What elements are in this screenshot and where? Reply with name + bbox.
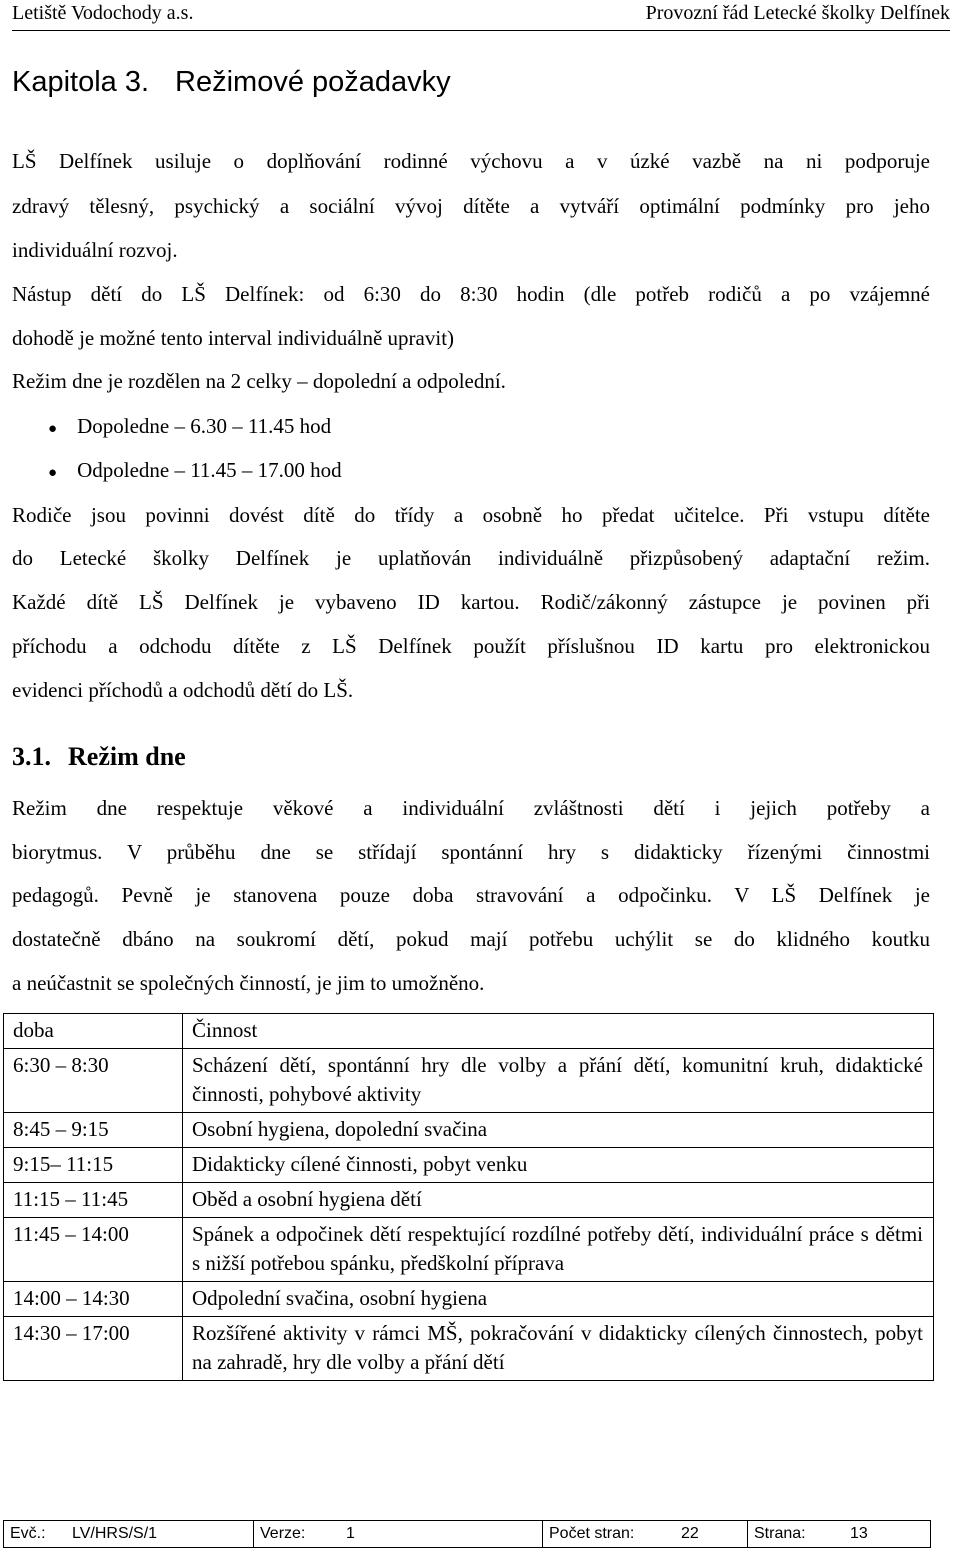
table-row <box>4 1113 934 1148</box>
chapter-heading <box>12 66 451 99</box>
section-number: 3.1. <box>12 742 51 771</box>
bullet-icon: ● <box>48 421 58 437</box>
table-row <box>4 1218 934 1282</box>
bullet-icon: ● <box>48 465 58 481</box>
row-activity: Osobní hygiena, dopolední svačina <box>183 1113 934 1148</box>
section-title: Režim dne <box>68 742 186 771</box>
footer-page-count-label: Počet stran: <box>549 1525 635 1542</box>
list-item <box>48 414 331 439</box>
intro-line: Nástup dětí do LŠ Delfínek: od 6:30 do 8:30 hodin (dle potřeb rodičů a po vzájemné <box>12 282 930 306</box>
row-time: 14:30 – 17:00 <box>4 1317 183 1381</box>
rules-line: Rodiče jsou povinni dovést dítě do třídy a osobně ho předat učitelce. Při vstupu dítěte <box>12 503 930 527</box>
footer-version-label: Verze: <box>260 1525 306 1542</box>
section-line: biorytmus. V průběhu dne se střídají spontánní hry s didakticky řízenými činnostmi <box>12 840 930 864</box>
row-time: 6:30 – 8:30 <box>4 1049 183 1113</box>
header-divider <box>12 30 950 31</box>
row-time: 11:15 – 11:45 <box>4 1183 183 1218</box>
row-activity: Spánek a odpočinek dětí respektující rozdílné potřeby dětí, individuální práce s dětmi s nižší potřebou spánku, předškolní příprava <box>183 1218 934 1282</box>
table-row <box>4 1183 934 1218</box>
footer-version-value: 1 <box>346 1525 355 1542</box>
column-header-activity: Činnost <box>183 1014 934 1049</box>
row-time: 11:45 – 14:00 <box>4 1218 183 1282</box>
table-header-row <box>4 1014 934 1049</box>
chapter-number: Kapitola 3. <box>12 66 150 98</box>
section-line: dostatečně dbáno na soukromí dětí, pokud mají potřebu uchýlit se do klidného koutku <box>12 927 930 951</box>
footer-page-count-value: 22 <box>681 1525 699 1542</box>
table-row <box>4 1282 934 1317</box>
section-line: Režim dne respektuje věkové a individuální zvláštnosti dětí i jejich potřeby a <box>12 796 930 820</box>
rules-line: do Letecké školky Delfínek je uplatňován individuálně přizpůsobený adaptační režim. <box>12 546 930 570</box>
table-row <box>4 1317 934 1381</box>
footer-page-number <box>748 1521 931 1548</box>
section-line: pedagogů. Pevně je stanovena pouze doba stravování a odpočinku. V LŠ Delfínek je <box>12 883 930 907</box>
table-row <box>4 1049 934 1113</box>
bullet-text: Odpoledne – 11.45 – 17.00 hod <box>77 458 342 482</box>
intro-line: zdravý tělesný, psychický a sociální vývoj dítěte a vytváří optimální podmínky pro jeho <box>12 194 930 218</box>
footer-page-count <box>543 1521 748 1548</box>
header-company: Letiště Vodochody a.s. <box>12 2 194 24</box>
footer-version <box>254 1521 543 1548</box>
footer-evc-label: Evč.: <box>10 1525 46 1542</box>
footer-page-number-value: 13 <box>850 1525 868 1542</box>
row-activity: Rozšířené aktivity v rámci MŠ, pokračování v didakticky cílených činnostech, pobyt na zahradě, hry dle volby a přání dětí <box>183 1317 934 1381</box>
bullet-text: Dopoledne – 6.30 – 11.45 hod <box>77 414 332 438</box>
rules-line: příchodu a odchodu dítěte z LŠ Delfínek použít příslušnou ID kartu pro elektronickou <box>12 634 930 658</box>
rules-line: evidenci příchodů a odchodů dětí do LŠ. <box>12 678 354 702</box>
row-activity: Didakticky cílené činnosti, pobyt venku <box>183 1148 934 1183</box>
footer-evc-value: LV/HRS/S/1 <box>72 1525 158 1542</box>
intro-line: LŠ Delfínek usiluje o doplňování rodinné výchovu a v úzké vazbě na ni podporuje <box>12 149 930 173</box>
column-header-time: doba <box>4 1014 183 1049</box>
row-activity: Scházení dětí, spontánní hry dle volby a přání dětí, komunitní kruh, didaktické činnosti, pohybové aktivity <box>183 1049 934 1113</box>
footer-evc <box>4 1521 254 1548</box>
document-footer <box>3 1520 931 1548</box>
intro-line: Režim dne je rozdělen na 2 celky – dopolední a odpolední. <box>12 369 506 393</box>
chapter-title: Režimové požadavky <box>175 66 451 98</box>
section-line: a neúčastnit se společných činností, je jim to umožněno. <box>12 971 485 995</box>
row-time: 14:00 – 14:30 <box>4 1282 183 1317</box>
intro-line: dohodě je možné tento interval individuálně upravit) <box>12 326 455 350</box>
table-row <box>4 1148 934 1183</box>
section-heading <box>12 742 186 772</box>
footer-page-number-label: Strana: <box>754 1525 806 1542</box>
list-item <box>48 458 342 483</box>
row-time: 8:45 – 9:15 <box>4 1113 183 1148</box>
row-activity: Odpolední svačina, osobní hygiena <box>183 1282 934 1317</box>
rules-line: Každé dítě LŠ Delfínek je vybaveno ID kartou. Rodič/zákonný zástupce je povinen při <box>12 590 930 614</box>
row-time: 9:15– 11:15 <box>4 1148 183 1183</box>
intro-line: individuální rozvoj. <box>12 238 178 262</box>
schedule-table <box>3 1013 934 1381</box>
header-document-title: Provozní řád Letecké školky Delfínek <box>645 2 950 24</box>
row-activity: Oběd a osobní hygiena dětí <box>183 1183 934 1218</box>
